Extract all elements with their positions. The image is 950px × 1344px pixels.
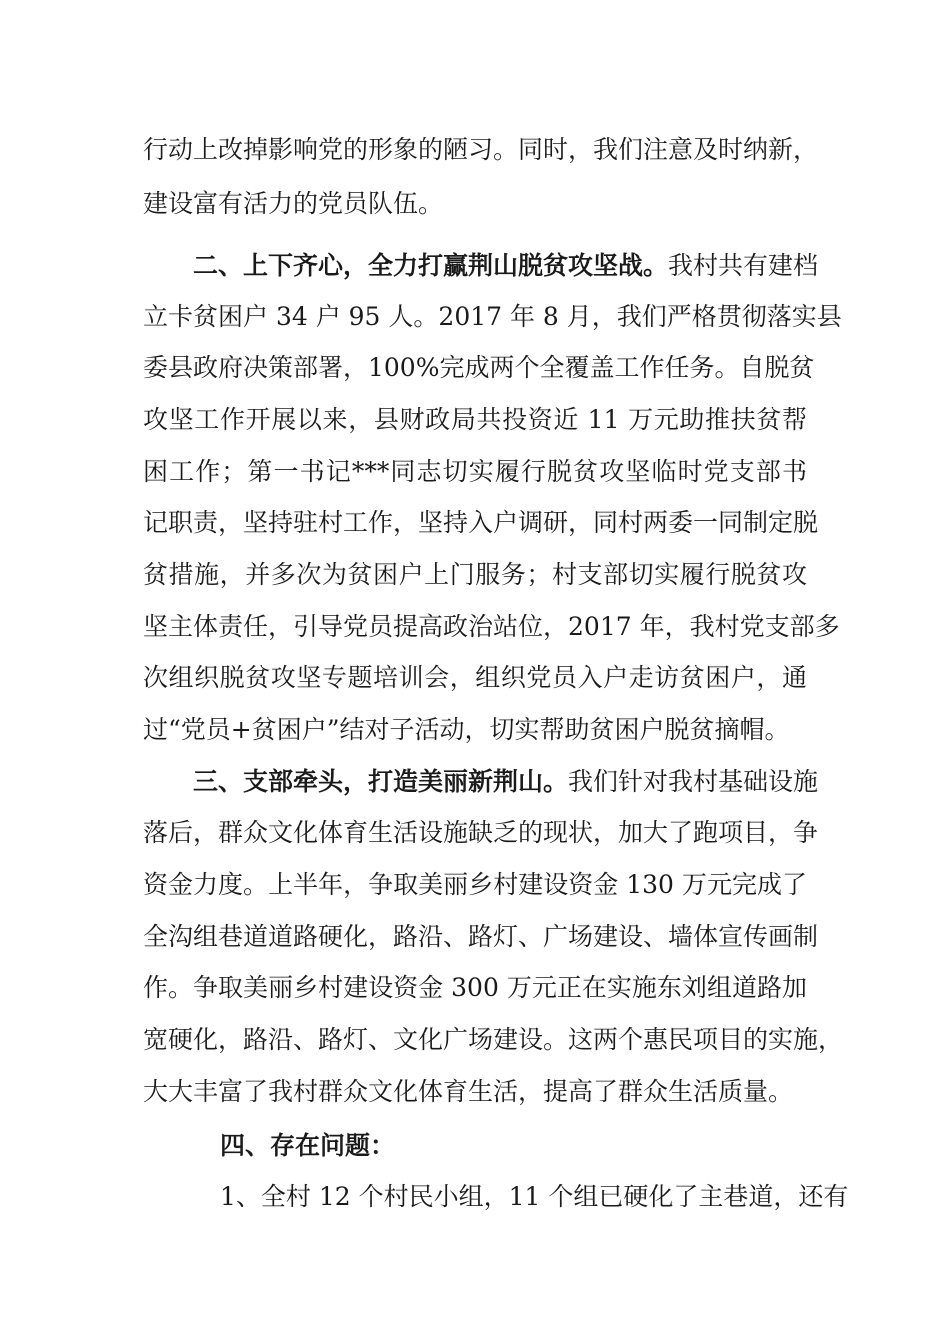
paragraph-line: 委县政府决策部署，100%完成两个全覆盖工作任务。自脱贫 [143,353,815,382]
paragraph-line: 贫措施，并多次为贫困户上门服务；村支部切实履行脱贫攻 [143,560,807,589]
paragraph-line: 攻坚工作开展以来，县财政局共投资近 11 万元助推扶贫帮 [143,405,807,434]
paragraph-text: 我村共有建档 [668,251,819,280]
paragraph-line: 作。争取美丽乡村建设资金 300 万元正在实施东刘组道路加 [143,973,807,1002]
paragraph-line: 坚主体责任，引导党员提高政治站位，2017 年，我村党支部多 [143,612,840,641]
paragraph-text: 我们针对我村基础设施 [568,767,819,796]
paragraph-line: 困工作；第一书记***同志切实履行脱贫攻坚临时党支部书 [143,457,807,486]
paragraph-line: 行动上改掉影响党的形象的陋习。同时，我们注意及时纳新， [143,135,819,164]
paragraph-line: 全沟组巷道道路硬化，路沿、路灯、广场建设、墙体宣传画制 [143,922,819,951]
paragraph-line: 建设富有活力的党员队伍。 [143,189,444,218]
paragraph-line: 大大丰富了我村群众文化体育生活，提高了群众生活质量。 [143,1077,794,1106]
section-two-first-line [193,244,819,288]
paragraph-line: 落后，群众文化体育生活设施缺乏的现状，加大了跑项目，争 [143,818,819,847]
paragraph-line: 记职责，坚持驻村工作，坚持入户调研，同村两委一同制定脱 [143,508,819,537]
paragraph-line: 立卡贫困户 34 户 95 人。2017 年 8 月，我们严格贯彻落实县 [143,302,842,331]
paragraph-line: 次组织脱贫攻坚专题培训会，组织党员入户走访贫困户，通 [143,663,807,692]
section-three-heading: 三、支部牵头，打造美丽新荆山。 [193,767,569,796]
paragraph-line: 过“党员+贫困户”结对子活动，切实帮助贫困户脱贫摘帽。 [143,715,790,744]
section-three-first-line [193,760,819,804]
section-two-heading: 二、上下齐心，全力打赢荆山脱贫攻坚战。 [193,251,669,280]
paragraph-line: 1、全村 12 个村民小组，11 个组已硬化了主巷道，还有 [220,1182,849,1211]
paragraph-line: 资金力度。上半年，争取美丽乡村建设资金 130 万元完成了 [143,870,807,899]
paragraph-line: 宽硬化，路沿、路灯、文化广场建设。这两个惠民项目的实施， [143,1025,844,1054]
section-four-heading: 四、存在问题： [220,1131,396,1160]
